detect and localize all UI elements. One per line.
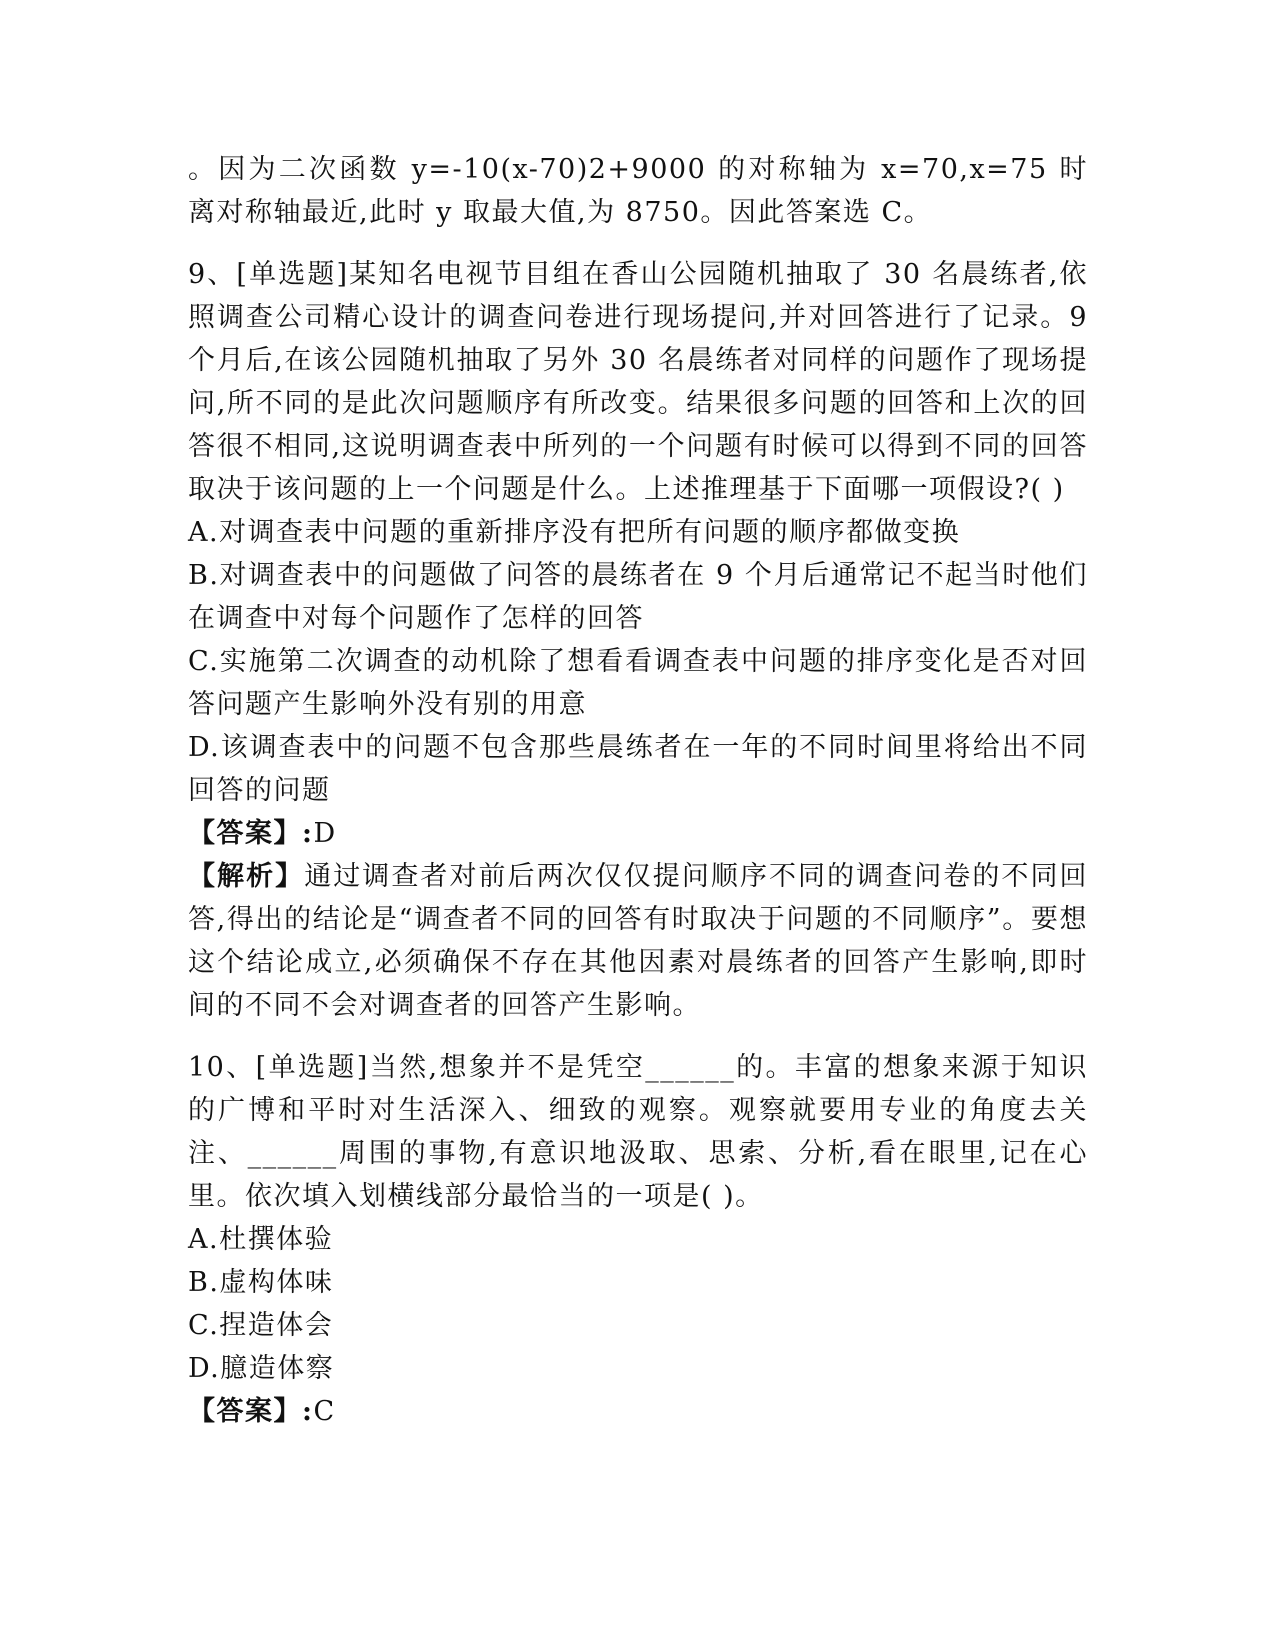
question-9-option-d: D.该调查表中的问题不包含那些晨练者在一年的不同时间里将给出不同回答的问题: [188, 732, 1088, 806]
answer-value: D: [313, 818, 337, 849]
spacer: [188, 234, 1088, 253]
question-10-option-d: D.臆造体察: [188, 1353, 335, 1384]
question-9-option-b: B.对调查表中的问题做了问答的晨练者在 9 个月后通常记不起当时他们在调查中对每个问题作了怎样的回答: [188, 560, 1088, 634]
answer-value: C: [313, 1396, 336, 1427]
question-10-option-b: B.虚构体味: [188, 1267, 334, 1298]
question-9-stem: 9、[单选题]某知名电视节目组在香山公园随机抽取了 30 名晨练者,依照调查公司精心设计的调查问卷进行现场提问,并对回答进行了记录。9 个月后,在该公园随机抽取了另外 30 名晨练者对同样的问题作了现场提问,所不同的是此次问题顺序有所改变。结果很多问题的回答和上次的回答很不相同,这说明调查表中所列的一个问题有时候可以得到不同的回答取决于该问题的上一个问题是什么。上述推理基于下面哪一项假设?( ): [188, 259, 1088, 505]
analysis-text: 通过调查者对前后两次仅仅提问顺序不同的调查问卷的不同回答,得出的结论是“调查者不同的回答有时取决于问题的不同顺序”。要想这个结论成立,必须确保不存在其他因素对晨练者的回答产生影响,即时间的不同不会对调查者的回答产生影响。: [188, 861, 1089, 1021]
question-9-option-c: C.实施第二次调查的动机除了想看看调查表中问题的排序变化是否对回答问题产生影响外没有别的用意: [188, 646, 1088, 720]
question-10-option-c: C.捏造体会: [188, 1310, 334, 1341]
analysis-label: 【解析】: [188, 861, 305, 892]
previous-analysis-tail: 。因为二次函数 y=-10(x-70)2+9000 的对称轴为 x=70,x=75 时离对称轴最近,此时 y 取最大值,为 8750。因此答案选 C。: [188, 154, 1088, 228]
spacer: [188, 1027, 1088, 1046]
question-9-answer: [188, 812, 1088, 855]
answer-label: 【答案】:: [188, 1396, 314, 1427]
question-9-analysis: [188, 855, 1088, 1027]
question-10-answer: [188, 1390, 1088, 1433]
question-10-option-a: A.杜撰体验: [188, 1224, 334, 1255]
page-content: [188, 148, 1088, 1433]
question-10-stem: 10、[单选题]当然,想象并不是凭空______的。丰富的想象来源于知识的广博和平时对生活深入、细致的观察。观察就要用专业的角度去关注、______周围的事物,有意识地汲取、思索、分析,看在眼里,记在心里。依次填入划横线部分最恰当的一项是( )。: [188, 1052, 1088, 1212]
answer-label: 【答案】:: [188, 818, 314, 849]
question-9-option-a: A.对调查表中问题的重新排序没有把所有问题的顺序都做变换: [188, 517, 961, 548]
